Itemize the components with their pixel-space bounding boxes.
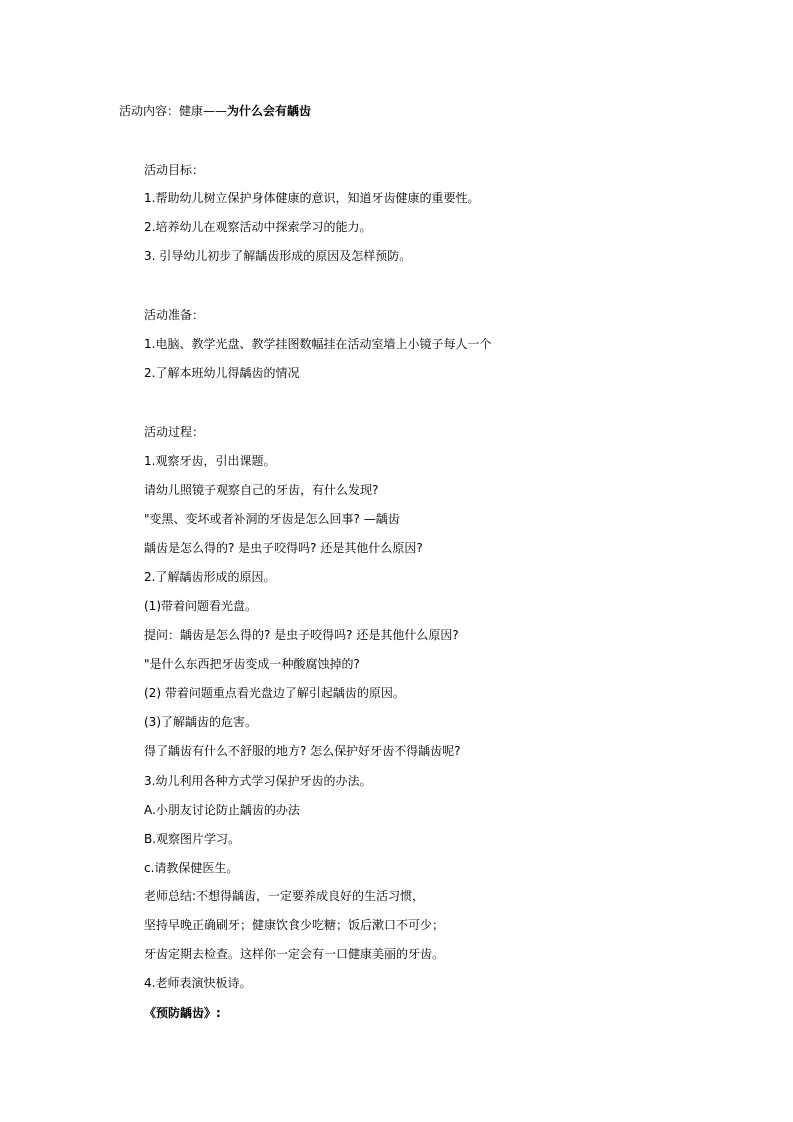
title-label: 活动内容：健康—— xyxy=(119,104,228,118)
goal-item-1: 1.帮助幼儿树立保护身体健康的意识，知道牙齿健康的重要性。 xyxy=(144,191,480,205)
process-line: c.请教保健医生。 xyxy=(144,861,239,875)
goal-item-3: 3. 引导幼儿初步了解龋齿形成的原因及怎样预防。 xyxy=(144,249,412,263)
title-topic: 为什么会有龋齿 xyxy=(227,104,312,118)
process-line: "是什么东西把牙齿变成一种酸腐蚀掉的? xyxy=(144,657,360,671)
process-line: (1)带着问题看光盘。 xyxy=(144,599,257,613)
process-line: 龋齿是怎么得的? 是虫子咬得吗? 还是其他什么原因? xyxy=(144,541,423,555)
process-line: 1.观察牙齿，引出课题。 xyxy=(144,454,276,468)
process-line: B.观察图片学习。 xyxy=(144,832,241,846)
process-line: 2.了解龋齿形成的原因。 xyxy=(144,570,276,584)
activity-title xyxy=(119,103,311,119)
preparation-heading: 活动准备： xyxy=(144,308,205,322)
process-line: (2) 带着问题重点看光盘边了解引起龋齿的原因。 xyxy=(144,686,405,700)
process-line: 老师总结:不想得龋齿，一定要养成良好的生活习惯， xyxy=(144,889,425,903)
preparation-item-2: 2.了解本班幼儿得龋齿的情况 xyxy=(144,366,300,380)
process-line: (3)了解龋齿的危害。 xyxy=(144,715,257,729)
process-line: 《预防龋齿》: xyxy=(144,1006,221,1020)
process-line: 3.幼儿利用各种方式学习保护牙齿的办法。 xyxy=(144,774,372,788)
process-heading: 活动过程： xyxy=(144,425,205,439)
process-line: 得了龋齿有什么不舒服的地方? 怎么保护好牙齿不得龋齿呢? xyxy=(144,744,461,758)
goal-item-2: 2.培养幼儿在观察活动中探索学习的能力。 xyxy=(144,220,372,234)
process-line: 4.老师表演快板诗。 xyxy=(144,976,252,990)
process-line: 牙齿定期去检查。这样你一定会有一口健康美丽的牙齿。 xyxy=(144,947,445,961)
process-line: "变黑、变坏或者补洞的牙齿是怎么回事? —龋齿 xyxy=(144,512,400,526)
process-line: A.小朋友讨论防止龋齿的办法 xyxy=(144,803,300,817)
process-line: 请幼儿照镜子观察自己的牙齿，有什么发现? xyxy=(144,483,379,497)
goals-heading: 活动目标： xyxy=(144,163,205,177)
preparation-item-1: 1.电脑、教学光盘、教学挂图数幅挂在活动室墙上小镜子每人一个 xyxy=(144,337,492,351)
process-line: 坚持早晚正确刷牙；健康饮食少吃糖；饭后漱口不可少； xyxy=(144,918,445,932)
process-line: 提问：龋齿是怎么得的? 是虫子咬得吗? 还是其他什么原因? xyxy=(144,628,459,642)
